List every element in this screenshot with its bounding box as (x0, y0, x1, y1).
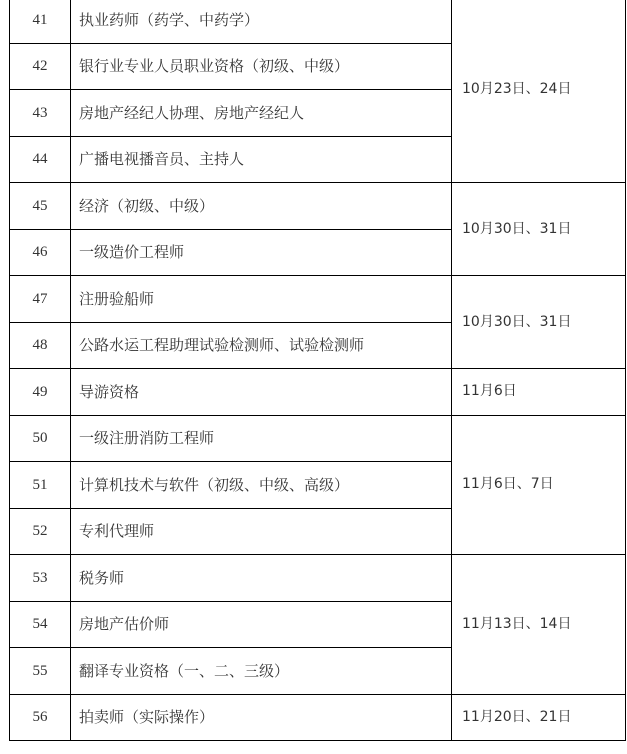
row-number: 49 (10, 369, 71, 416)
exam-name: 注册验船师 (71, 276, 452, 323)
table-row (10, 555, 626, 602)
exam-name: 公路水运工程助理试验检测师、试验检测师 (71, 322, 452, 369)
exam-name: 翻译专业资格（一、二、三级） (71, 648, 452, 695)
row-number: 51 (10, 462, 71, 509)
exam-name: 广播电视播音员、主持人 (71, 136, 452, 183)
exam-name: 房地产估价师 (71, 601, 452, 648)
exam-name: 专利代理师 (71, 508, 452, 555)
exam-name: 银行业专业人员职业资格（初级、中级） (71, 43, 452, 90)
exam-date: 11月20日、21日 (452, 694, 626, 741)
exam-name: 执业药师（药学、中药学） (71, 0, 452, 43)
table-row (10, 276, 626, 323)
table-row (10, 183, 626, 230)
exam-name: 拍卖师（实际操作） (71, 694, 452, 741)
row-number: 52 (10, 508, 71, 555)
row-number: 41 (10, 0, 71, 43)
exam-date: 11月6日、7日 (452, 415, 626, 555)
row-number: 48 (10, 322, 71, 369)
exam-name: 税务师 (71, 555, 452, 602)
row-number: 50 (10, 415, 71, 462)
row-number: 55 (10, 648, 71, 695)
row-number: 43 (10, 90, 71, 137)
row-number: 42 (10, 43, 71, 90)
table-row (10, 0, 626, 43)
table-row (10, 415, 626, 462)
exam-date: 10月23日、24日 (452, 0, 626, 183)
exam-date: 10月30日、31日 (452, 276, 626, 369)
exam-name: 经济（初级、中级） (71, 183, 452, 230)
row-number: 54 (10, 601, 71, 648)
row-number: 56 (10, 694, 71, 741)
exam-date: 11月6日 (452, 369, 626, 416)
exam-name: 计算机技术与软件（初级、中级、高级） (71, 462, 452, 509)
table-row (10, 369, 626, 416)
exam-schedule-table (9, 0, 626, 741)
table-row (10, 694, 626, 741)
row-number: 46 (10, 229, 71, 276)
exam-name: 房地产经纪人协理、房地产经纪人 (71, 90, 452, 137)
exam-date: 11月13日、14日 (452, 555, 626, 695)
row-number: 44 (10, 136, 71, 183)
exam-schedule-body (10, 0, 626, 741)
exam-name: 一级造价工程师 (71, 229, 452, 276)
exam-name: 一级注册消防工程师 (71, 415, 452, 462)
row-number: 47 (10, 276, 71, 323)
row-number: 45 (10, 183, 71, 230)
exam-date: 10月30日、31日 (452, 183, 626, 276)
row-number: 53 (10, 555, 71, 602)
exam-name: 导游资格 (71, 369, 452, 416)
